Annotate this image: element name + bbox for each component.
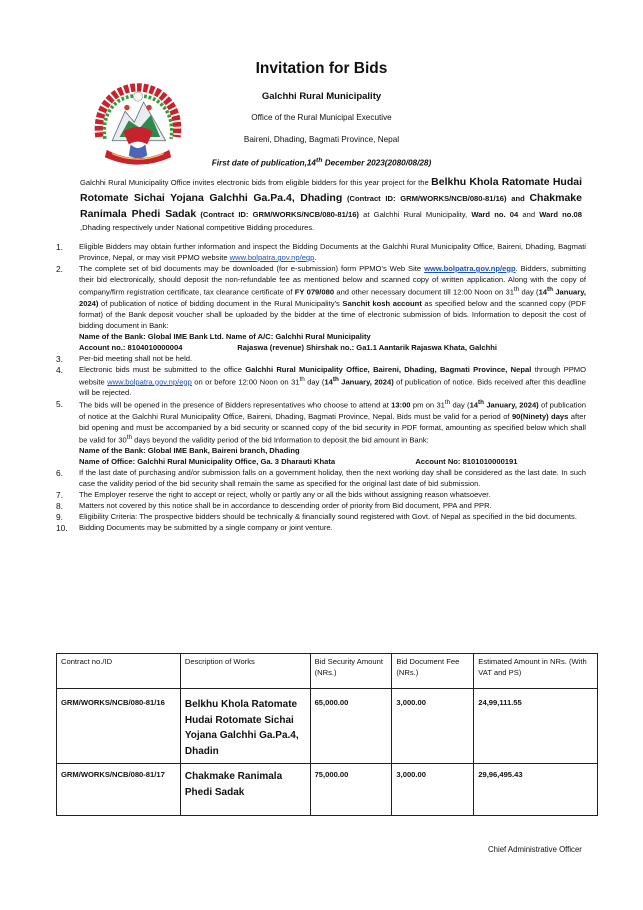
list-item: 10. Bidding Documents may be submitted by a single company or joint venture. — [56, 523, 333, 534]
ppmo-link[interactable]: www.bolpatra.gov.np/egp — [424, 264, 516, 273]
table-row — [57, 764, 598, 816]
column-header: Bid Security Amount (NRs.) — [310, 654, 392, 689]
column-header: Description of Works — [180, 654, 310, 689]
page-title: Invitation for Bids — [255, 60, 388, 77]
ppmo-link[interactable]: www.bolpatra.gov.np/egp — [229, 253, 315, 262]
list-item: 5. The bids will be opened in the presence of Bidders representatives who choose to attend at 13:00 pm on 31th day (14th January, 2024) of publication of notice at the Galchhi Rural Municipality Office, Baireni, Dhading, Bagmati Province, Nepal. Bids must be valid for a period of 90(Ninety) days after bid opening and must be accompanied by a bid security or scanned copy of the bid security in PDF format, amounting as specified below which shall be valid for 30th days beyond the validity period of the bid Information to deposit the bid amount in Bank: Name of the Bank: Global IME Bank, Baireni branch, Dhading Name of Office: Galchhi Rural Municipality Office, Ga. 3 Dharauti Khata Account No: 8101010000191 — [56, 399, 586, 467]
list-item: 1. Eligible Bidders may obtain further information and inspect the Bidding Documents at the Galchhi Rural Municipality Office, Baireni, Dhading, Bagmati Province, Nepal, or may visit PPMO website www.bolpatra.gov.np/egp. — [56, 242, 586, 262]
estimated-amount: 29,96,495.43 — [474, 764, 598, 816]
list-item: 6. If the last date of purchasing and/or submission falls on a government holiday, then the next working day shall be considered as the last date. In such case the validity period of the bid security shall remain the same as specified for the original last date of bid submission. — [56, 468, 586, 489]
bank-details: Name of the Bank: Global IME Bank, Baireni branch, Dhading — [79, 446, 300, 456]
contract-id: GRM/WORKS/NCB/080-81/16 — [57, 689, 181, 764]
list-item: 2. The complete set of bid documents may be downloaded (for e-submission) form PPMO’s Web Site www.bolpatra.gov.np/egp. Bidders, submitting their bid electronically, should deposit the non-refundable fee as mentioned below and scanned copy of written application. Along with the copy of company/firm registration certificate, tax clearance certificate of FY 079/080 and other necessary document till 12:00 Noon on 31th day (14th January, 2024) of publication of notice of bidding document in the Rural Municipality’s Sanchit kosh account as specified below and the scanned copy (PDF format) of the Bank deposit voucher shall be uploaded by the bidder at the time of electronic submission of bids. Information to deposit the cost of bidding document in Bank: Name of the Bank: Global IME Bank Ltd. Name of A/C: Galchhi Rural Municipality Account no.: 8104010000004 Rajaswa (revenue) Shirshak no.: Ga1.1 Aantarik Rajaswa Khata, Galchhi — [56, 264, 587, 352]
bid-security: 75,000.00 — [310, 764, 392, 816]
office-name: Office of the Rural Municipal Executive — [251, 113, 392, 122]
list-item: 9. Eligibility Criteria: The prospective bidders should be technically & financially sound registered with Govt. of Nepal as specified in the bid documents. — [56, 512, 577, 523]
bid-table — [56, 653, 598, 816]
column-header: Contract no./ID — [57, 654, 181, 689]
column-header: Bid Document Fee (NRs.) — [392, 654, 474, 689]
estimated-amount: 24,99,111.55 — [474, 689, 598, 764]
work-description: Belkhu Khola Ratomate Hudai Rotomate Sichai Yojana Galchhi Ga.Pa.4, Dhadin — [180, 689, 310, 764]
signature-title: Chief Administrative Officer — [488, 845, 582, 854]
project-1-name: Belkhu Khola Ratomate Hudai Rotomate Sichai Yojana Galchhi Ga.Pa.4, Dhading — [80, 176, 582, 204]
column-header: Estimated Amount in NRs. (With VAT and PS) — [474, 654, 598, 689]
organization-name: Galchhi Rural Municipality — [261, 91, 382, 102]
list-item: 7. The Employer reserve the right to accept or reject, wholly or partly any or all the bids without assigning reason whatsoever. — [56, 490, 491, 501]
contract-id: GRM/WORKS/NCB/080-81/17 — [57, 764, 181, 816]
bid-conditions-list — [56, 241, 586, 533]
bid-security: 65,000.00 — [310, 689, 392, 764]
document-fee: 3,000.00 — [392, 764, 474, 816]
table-row — [57, 689, 598, 764]
office-address: Baireni, Dhading, Bagmati Province, Nepal — [243, 135, 400, 144]
document-fee: 3,000.00 — [392, 689, 474, 764]
intro-paragraph: Galchhi Rural Municipality Office invites electronic bids from eligible bidders for this year project for the Belkhu Khola Ratomate Hudai Rotomate Sichai Yojana Galchhi Ga.Pa.4, Dhading (Contract ID: GRM/WORKS/NCB/080-81/16) and Chakmake Ranimala Phedi Sadak (Contract ID: GRM/WORKS/NCB/080-81/16) at Galchhi Rural Municipality, Ward no. 04 and Ward no.08 ,Dhading respectively under National competitive Bidding procedures. — [80, 176, 582, 233]
project-2-name: Chakmake Ranimala Phedi Sadak — [80, 191, 582, 220]
list-item: 8. Matters not covered by this notice shall be in accordance to descending order of priority from Bid document, PPA and PPR. — [56, 501, 492, 512]
ppmo-link[interactable]: www.bolpatra.gov.np/egp — [107, 377, 192, 387]
work-description: Chakmake Ranimala Phedi Sadak — [180, 764, 310, 816]
publication-date: First date of publication,14th December 2023(2080/08/28) — [211, 157, 432, 168]
bank-details: Name of the Bank: Global IME Bank Ltd. Name of A/C: Galchhi Rural Municipality — [79, 331, 371, 341]
list-item: 4. Electronic bids must be submitted to the office Galchhi Rural Municipality Office, Baireni, Dhading, Bagmati Province, Nepal through PPMO website www.bolpatra.gov.np/egp on or before 12:00 Noon on 31th day (14th January, 2024) of publication of notice. Bids received after this deadline will be rejected. — [56, 364, 586, 398]
list-item: 3. Per-bid meeting shall not be held. — [56, 353, 193, 364]
table-header-row — [57, 654, 598, 689]
